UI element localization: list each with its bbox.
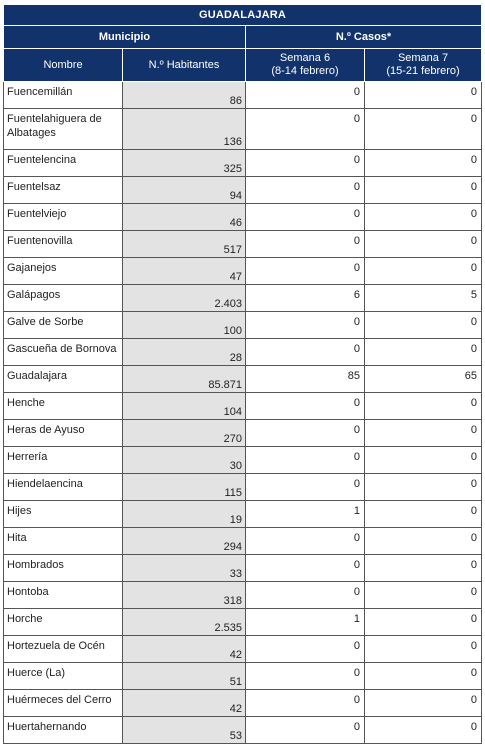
habitantes-cell: 94 — [123, 177, 246, 204]
semana7-cases-cell: 0 — [365, 447, 482, 474]
semana6-cases-cell: 0 — [246, 474, 365, 501]
municipio-name-cell: Fuencemillán — [4, 82, 123, 109]
semana6-cases-cell: 0 — [246, 636, 365, 663]
municipio-name-cell: Fuentelsaz — [4, 177, 123, 204]
semana6-cases-cell: 0 — [246, 109, 365, 150]
semana7-cases-cell: 0 — [365, 150, 482, 177]
cases-table — [3, 4, 482, 744]
habitantes-cell: 2.403 — [123, 285, 246, 312]
table-row — [4, 312, 482, 339]
table-row — [4, 420, 482, 447]
habitantes-cell: 42 — [123, 636, 246, 663]
habitantes-cell: 2.535 — [123, 609, 246, 636]
habitantes-cell: 19 — [123, 501, 246, 528]
semana7-cases-cell: 0 — [365, 609, 482, 636]
table-title: GUADALAJARA — [4, 5, 482, 26]
table-row — [4, 555, 482, 582]
semana7-cases-cell: 0 — [365, 82, 482, 109]
semana6-cases-cell: 0 — [246, 177, 365, 204]
semana7-cases-cell: 0 — [365, 663, 482, 690]
table-row — [4, 663, 482, 690]
table-row — [4, 609, 482, 636]
semana6-cases-cell: 0 — [246, 420, 365, 447]
municipio-name-cell: Huerce (La) — [4, 663, 123, 690]
habitantes-cell: 318 — [123, 582, 246, 609]
semana6-cases-cell: 0 — [246, 582, 365, 609]
table-row — [4, 717, 482, 744]
semana7-label: Semana 7 — [397, 52, 449, 64]
table-row — [4, 636, 482, 663]
habitantes-cell: 46 — [123, 204, 246, 231]
table-row — [4, 366, 482, 393]
habitantes-cell: 28 — [123, 339, 246, 366]
municipio-name-cell: Hiendelaencina — [4, 474, 123, 501]
semana7-cases-cell: 0 — [365, 393, 482, 420]
habitantes-cell: 136 — [123, 109, 246, 150]
group-header-casos: N.º Casos* — [246, 26, 482, 49]
table-row — [4, 285, 482, 312]
table-row — [4, 447, 482, 474]
semana6-cases-cell: 0 — [246, 231, 365, 258]
municipio-name-cell: Guadalajara — [4, 366, 123, 393]
semana7-cases-cell: 0 — [365, 555, 482, 582]
semana6-cases-cell: 0 — [246, 717, 365, 744]
habitantes-cell: 33 — [123, 555, 246, 582]
municipio-name-cell: Herrería — [4, 447, 123, 474]
habitantes-cell: 53 — [123, 717, 246, 744]
municipio-name-cell: Fuentelahiguera de Albatages — [4, 109, 123, 150]
habitantes-cell: 86 — [123, 82, 246, 109]
table-row — [4, 204, 482, 231]
semana7-cases-cell: 65 — [365, 366, 482, 393]
table-row — [4, 528, 482, 555]
semana7-cases-cell: 0 — [365, 636, 482, 663]
table-row — [4, 501, 482, 528]
habitantes-cell: 294 — [123, 528, 246, 555]
municipio-name-cell: Fuentelviejo — [4, 204, 123, 231]
habitantes-cell: 47 — [123, 258, 246, 285]
semana7-cases-cell: 0 — [365, 339, 482, 366]
municipio-name-cell: Galápagos — [4, 285, 123, 312]
table-row — [4, 82, 482, 109]
semana7-cases-cell: 0 — [365, 474, 482, 501]
table-row — [4, 231, 482, 258]
semana7-cases-cell: 0 — [365, 312, 482, 339]
semana7-cases-cell: 0 — [365, 501, 482, 528]
semana6-cases-cell: 0 — [246, 312, 365, 339]
semana7-cases-cell: 0 — [365, 231, 482, 258]
table-body — [4, 82, 482, 744]
semana6-cases-cell: 1 — [246, 501, 365, 528]
group-header-municipio: Municipio — [4, 26, 246, 49]
table-row — [4, 474, 482, 501]
municipio-name-cell: Gajanejos — [4, 258, 123, 285]
semana6-cases-cell: 0 — [246, 150, 365, 177]
municipio-name-cell: Hijes — [4, 501, 123, 528]
table-row — [4, 109, 482, 150]
semana6-cases-cell: 0 — [246, 447, 365, 474]
table-header — [4, 5, 482, 82]
semana6-cases-cell: 0 — [246, 82, 365, 109]
column-header-nombre: Nombre — [4, 49, 123, 82]
semana6-cases-cell: 0 — [246, 555, 365, 582]
municipio-name-cell: Fuentelencina — [4, 150, 123, 177]
habitantes-cell: 104 — [123, 393, 246, 420]
semana6-cases-cell: 0 — [246, 528, 365, 555]
semana7-cases-cell: 0 — [365, 420, 482, 447]
semana7-cases-cell: 0 — [365, 528, 482, 555]
semana6-cases-cell: 0 — [246, 258, 365, 285]
municipio-name-cell: Hita — [4, 528, 123, 555]
semana6-cases-cell: 6 — [246, 285, 365, 312]
table-row — [4, 582, 482, 609]
habitantes-cell: 270 — [123, 420, 246, 447]
habitantes-cell: 42 — [123, 690, 246, 717]
cases-table-container — [3, 4, 481, 744]
municipio-name-cell: Hontoba — [4, 582, 123, 609]
table-row — [4, 258, 482, 285]
semana6-cases-cell: 0 — [246, 204, 365, 231]
semana7-cases-cell: 0 — [365, 582, 482, 609]
semana7-dates: (15-21 febrero) — [386, 65, 460, 77]
municipio-name-cell: Gascueña de Bornova — [4, 339, 123, 366]
semana7-cases-cell: 0 — [365, 258, 482, 285]
semana6-label: Semana 6 — [279, 52, 331, 64]
semana6-cases-cell: 0 — [246, 663, 365, 690]
semana7-cases-cell: 0 — [365, 204, 482, 231]
semana6-cases-cell: 0 — [246, 690, 365, 717]
table-row — [4, 393, 482, 420]
semana7-cases-cell: 0 — [365, 177, 482, 204]
municipio-name-cell: Huérmeces del Cerro — [4, 690, 123, 717]
semana6-cases-cell: 85 — [246, 366, 365, 393]
table-row — [4, 177, 482, 204]
habitantes-cell: 115 — [123, 474, 246, 501]
semana6-cases-cell: 1 — [246, 609, 365, 636]
column-header-habitantes: N.º Habitantes — [123, 49, 246, 82]
semana7-cases-cell: 0 — [365, 717, 482, 744]
table-row — [4, 690, 482, 717]
municipio-name-cell: Hortezuela de Océn — [4, 636, 123, 663]
municipio-name-cell: Horche — [4, 609, 123, 636]
habitantes-cell: 30 — [123, 447, 246, 474]
habitantes-cell: 325 — [123, 150, 246, 177]
semana6-cases-cell: 0 — [246, 393, 365, 420]
habitantes-cell: 85.871 — [123, 366, 246, 393]
table-row — [4, 339, 482, 366]
municipio-name-cell: Galve de Sorbe — [4, 312, 123, 339]
habitantes-cell: 51 — [123, 663, 246, 690]
semana7-cases-cell: 0 — [365, 109, 482, 150]
semana6-cases-cell: 0 — [246, 339, 365, 366]
semana7-cases-cell: 5 — [365, 285, 482, 312]
municipio-name-cell: Fuentenovilla — [4, 231, 123, 258]
table-row — [4, 150, 482, 177]
municipio-name-cell: Hombrados — [4, 555, 123, 582]
municipio-name-cell: Huertahernando — [4, 717, 123, 744]
municipio-name-cell: Heras de Ayuso — [4, 420, 123, 447]
habitantes-cell: 100 — [123, 312, 246, 339]
habitantes-cell: 517 — [123, 231, 246, 258]
column-header-semana7 — [365, 49, 482, 82]
municipio-name-cell: Henche — [4, 393, 123, 420]
semana6-dates: (8-14 febrero) — [271, 65, 339, 77]
semana7-cases-cell: 0 — [365, 690, 482, 717]
column-header-semana6 — [246, 49, 365, 82]
